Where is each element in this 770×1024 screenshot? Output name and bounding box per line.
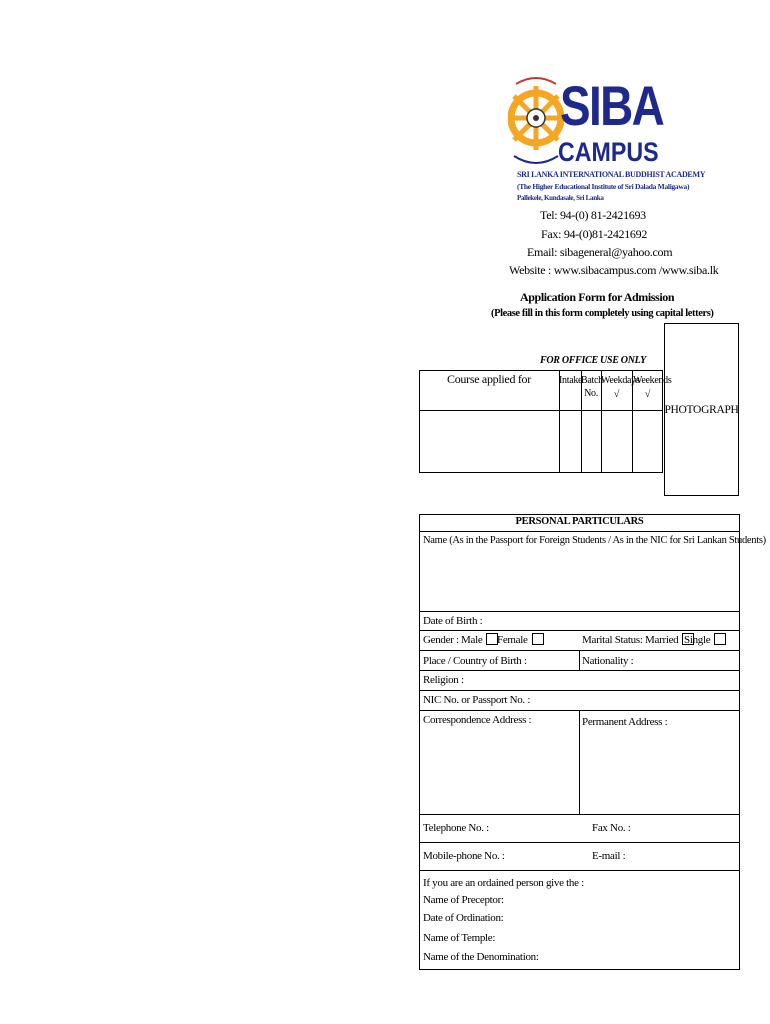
logo-subtitle: CAMPUS (558, 137, 659, 167)
temple-name-label: Name of Temple: (423, 932, 496, 944)
denomination-label: Name of the Denomination: (423, 951, 539, 963)
photograph-label: PHOTOGRAPH (664, 404, 739, 416)
single-label: Single (684, 634, 711, 646)
institution-location: Pallekele, Kundasale, Sri Lanka (517, 194, 604, 202)
correspondence-address-input[interactable] (420, 728, 578, 813)
office-use-label: FOR OFFICE USE ONLY (540, 355, 646, 366)
batch-header: Batch (581, 375, 603, 386)
weekdays-tick: √ (613, 389, 620, 400)
marital-married-option[interactable] (582, 633, 694, 646)
marital-single-option[interactable] (684, 633, 726, 646)
weekdays-header: Weekdays (601, 375, 640, 386)
course-applied-header: Course applied for (447, 372, 531, 386)
intake-input-cell[interactable] (560, 411, 580, 472)
male-label: Male (461, 634, 483, 646)
marital-status-label: Marital Status: Married (582, 634, 679, 646)
gender-male-option[interactable] (461, 633, 498, 646)
gender-female-option[interactable] (497, 633, 544, 646)
ordained-person-label: If you are an ordained person give the : (423, 877, 584, 889)
course-input-cell[interactable] (420, 411, 558, 472)
single-checkbox[interactable] (714, 633, 726, 645)
batch-input-cell[interactable] (582, 411, 600, 472)
telephone-label: Telephone No. : (423, 822, 489, 834)
name-input-area[interactable] (420, 550, 739, 610)
permanent-address-input[interactable] (581, 730, 739, 813)
female-label: Female (497, 634, 528, 646)
siba-emblem-icon (508, 74, 564, 174)
logo-word: SIBA (560, 74, 664, 137)
nationality-label: Nationality : (582, 655, 634, 667)
intake-header: Intake (559, 375, 583, 386)
fax-label: Fax No. : (592, 822, 631, 834)
weekdays-input-cell[interactable] (602, 411, 631, 472)
place-of-birth-label: Place / Country of Birth : (423, 655, 527, 667)
email-label: E-mail : (592, 850, 626, 862)
dob-label: Date of Birth : (423, 615, 483, 627)
contact-tel: Tel: 94-(0) 81-2421693 (540, 208, 646, 222)
gender-label: Gender : (423, 634, 459, 646)
personal-particulars-heading: PERSONAL PARTICULARS (515, 516, 644, 527)
weekends-tick: √ (644, 389, 651, 400)
form-title: Application Form for Admission (520, 290, 675, 304)
mobile-phone-label: Mobile-phone No. : (423, 850, 505, 862)
weekends-header: Weekends (633, 375, 672, 386)
correspondence-address-label: Correspondence Address : (423, 714, 532, 726)
institution-affiliation: (The Higher Educational Institute of Sri Dalada Maligawa) (517, 182, 690, 191)
contact-website: Website : www.sibacampus.com /www.siba.lk (509, 263, 719, 277)
preceptor-label: Name of Preceptor: (423, 894, 504, 906)
religion-label: Religion : (423, 674, 464, 686)
ordination-date-label: Date of Ordination: (423, 912, 504, 924)
weekends-input-cell[interactable] (633, 411, 662, 472)
female-checkbox[interactable] (532, 633, 544, 645)
contact-fax: Fax: 94-(0)81-2421692 (541, 227, 648, 241)
batch-no-header: No. (584, 388, 598, 399)
permanent-address-label: Permanent Address : (582, 716, 668, 728)
form-instruction: (Please fill in this form completely using capital letters) (491, 308, 714, 319)
name-label: Name (As in the Passport for Foreign Students / As in the NIC for Sri Lankan Students) (423, 535, 766, 546)
nic-passport-label: NIC No. or Passport No. : (423, 694, 531, 706)
contact-email: Email: sibageneral@yahoo.com (527, 245, 673, 259)
institution-name: SRI LANKA INTERNATIONAL BUDDHIST ACADEMY (517, 170, 706, 179)
